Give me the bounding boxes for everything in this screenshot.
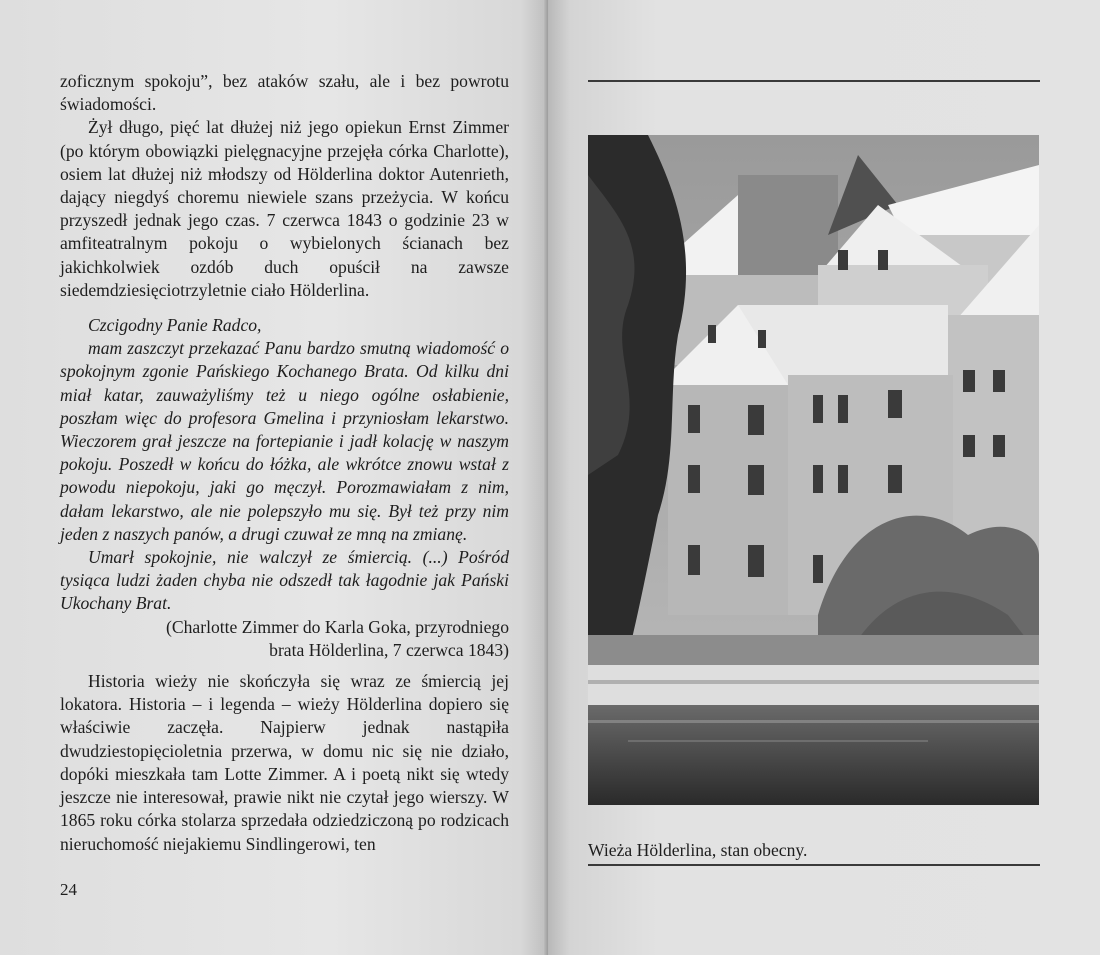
letter-source bbox=[60, 616, 509, 662]
paragraph-history: Historia wieży nie skończyła się wraz ze śmiercią jej lokatora. Historia – i legenda – wieży Hölderlina dopiero się właściwie zaczęła. Najpierw jednak nastąpiła dwudziestopięcioletnia przerwa, w domu nic się nie działo, dopóki mieszkała tam Lotte Zimmer. A i poetą nikt się wtedy jeszcze nie interesował, prawie nikt nie czytał jego wierszy. W 1865 roku córka stolarza sprzedała odziedziczoną po rodzicach nieruchomość niejakiemu Sindlingerowi, ten bbox=[60, 671, 509, 854]
tower-photo bbox=[588, 135, 1039, 805]
letter-body: mam zaszczyt przekazać Panu bardzo smutną wiadomość o spokojnym zgonie Pańskiego Kochanego Brata. Od kilku dni miał katar, zauważyliśmy też u niego ogólne osłabienie, poszłam więc do profesora Gmelina i przyniosłam lekarstwo. Wieczorem grał jeszcze na fortepianie i jadł kolację w naszym pokoju. Poszedł w końcu do łóżka, ale wkrótce znowu wstał z powodu niepokoju, jaki go męczył. Porozmawiałam z nim, dałam lekarstwo, ale nie polepszyło mu się. Był też przy nim jeden z naszych panów, a drugi czuwał ze mną na zmianę. bbox=[60, 338, 509, 544]
page-number: 24 bbox=[60, 880, 77, 899]
top-rule bbox=[588, 80, 1040, 82]
left-page bbox=[0, 0, 548, 955]
paragraph-continued: zoficznym spokoju”, bez ataków szału, ale i bez powrotu świadomości. bbox=[60, 71, 509, 115]
paragraph-death: Żył długo, pięć lat dłużej niż jego opiekun Ernst Zimmer (po którym obowiązki pielęgnacyjne przejęła córka Charlotte), osiem lat dłużej niż młodszy od Hölderlina doktor Autenrieth, dający niegdyś choremu niewiele szans przeżycia. W końcu przyszedł jednak jego czas. 7 czerwca 1843 o godzinie 23 w amfiteatralnym pokoju o wybielonych ścianach bez jakichkolwiek ozdób duch opuścił na zawsze siedemdziesięciotrzyletnie ciało Hölderlina. bbox=[60, 117, 509, 300]
letter-quote bbox=[60, 314, 509, 616]
letter-salutation: Czcigodny Panie Radco, bbox=[88, 315, 262, 336]
tower-photo-illustration bbox=[588, 135, 1039, 805]
right-page bbox=[548, 0, 1100, 955]
body-text bbox=[60, 70, 509, 856]
bottom-rule bbox=[588, 864, 1040, 866]
source-line-1: (Charlotte Zimmer do Karla Goka, przyrodniego bbox=[166, 616, 509, 637]
letter-closing: Umarł spokojnie, nie walczył ze śmiercią. (...) Pośród tysiąca ludzi żaden chyba nie odszedł tak łagodnie jak Pański Ukochany Brat. bbox=[60, 547, 509, 614]
source-line-2: brata Hölderlina, 7 czerwca 1843) bbox=[269, 639, 509, 660]
photo-caption: Wieża Hölderlina, stan obecny. bbox=[588, 840, 808, 860]
